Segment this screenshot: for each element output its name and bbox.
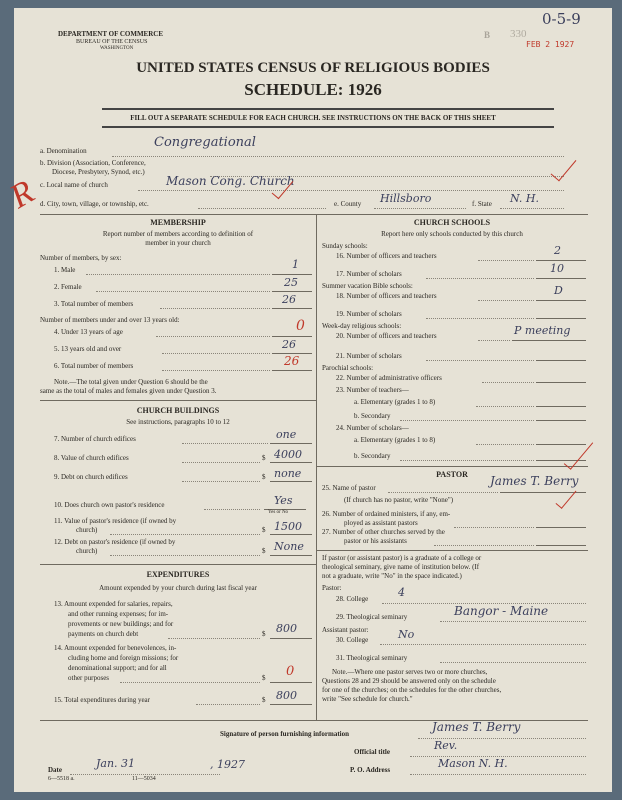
- denomination-label: a. Denomination: [40, 147, 87, 155]
- q28-value: 4: [398, 586, 405, 599]
- q28-label: 28. College: [336, 595, 369, 603]
- q15-value: 800: [276, 689, 297, 702]
- pastor-note-1: Note.—Where one pastor serves two or more churches,: [332, 668, 488, 676]
- local-name-value: Mason Cong. Church: [166, 174, 295, 188]
- q10-label: 10. Does church own pastor's residence: [54, 501, 165, 509]
- state-label: f. State: [472, 200, 492, 208]
- form-title: UNITED STATES CENSUS OF RELIGIOUS BODIES: [136, 60, 490, 76]
- corner-code: 0-5-9: [542, 10, 581, 28]
- assistant-pastor-subheading: Assistant pastor:: [322, 626, 369, 634]
- q4-label: 4. Under 13 years of age: [54, 328, 123, 336]
- form-instruction: FILL OUT A SEPARATE SCHEDULE FOR EACH CHURCH. SEE INSTRUCTIONS ON THE BACK OF THIS SHEET: [130, 114, 496, 122]
- q12-label-2: church): [76, 547, 98, 555]
- q7-label: 7. Number of church edifices: [54, 435, 136, 443]
- q1-value: 1: [292, 258, 299, 271]
- q30-label: 30. College: [336, 636, 369, 644]
- print-number: 11—5034: [132, 776, 156, 782]
- expenditures-sub: Amount expended by your church during last fiscal year: [99, 584, 257, 592]
- local-name-label: c. Local name of church: [40, 181, 108, 189]
- po-address-label: P. O. Address: [350, 766, 391, 774]
- q13-line-3: provements or new buildings; and for: [68, 620, 174, 628]
- q27-label-1: 27. Number of other churches served by the: [322, 528, 445, 536]
- q9-value: none: [274, 467, 302, 480]
- q5-value: 26: [282, 338, 296, 351]
- q16-value: 2: [554, 244, 561, 257]
- schools-title: CHURCH SCHOOLS: [413, 218, 491, 227]
- membership-sub-1: Report number of members according to definition of: [102, 230, 254, 238]
- date-label: Date: [48, 766, 62, 774]
- pastor-title: PASTOR: [436, 470, 468, 479]
- q10-value: Yes: [274, 494, 293, 507]
- stamp-letter: B: [484, 30, 491, 40]
- q23b-label: b. Secondary: [354, 412, 391, 420]
- q20-label: 20. Number of officers and teachers: [336, 332, 437, 340]
- q16-label: 16. Number of officers and teachers: [336, 252, 437, 260]
- q25-label: 25. Name of pastor: [322, 484, 376, 492]
- pastor-note-4: write "See schedule for church.": [322, 695, 413, 703]
- grad-note-1: If pastor (or assistant pastor) is a graduate of a college or: [322, 554, 482, 562]
- denomination-value: Congregational: [154, 135, 256, 150]
- q24b-label: b. Secondary: [354, 452, 391, 460]
- bureau-name: BUREAU OF THE CENSUS: [76, 39, 148, 45]
- buildings-sub: See instructions, paragraphs 10 to 12: [126, 418, 230, 426]
- department-name: DEPARTMENT OF COMMERCE: [58, 30, 164, 38]
- q31-label: 31. Theological seminary: [336, 654, 408, 662]
- signature-label: Signature of person furnishing information: [220, 730, 349, 738]
- red-check-mark: [551, 154, 577, 182]
- grad-note-2: theological seminary, give name of institution below. (If: [322, 563, 480, 571]
- division-label-2: Diocese, Presbytery, Synod, etc.): [52, 168, 145, 176]
- q29-value: Bangor - Maine: [454, 604, 549, 618]
- q29-label: 29. Theological seminary: [336, 613, 408, 621]
- po-address-value: Mason N. H.: [438, 757, 508, 770]
- sunday-schools-label: Sunday schools:: [322, 242, 368, 250]
- q8-value: 4000: [274, 448, 302, 461]
- q14-line-4: other purposes: [68, 674, 110, 682]
- q9-label: 9. Debt on church edifices: [54, 473, 128, 481]
- pastor-name-value: James T. Berry: [490, 474, 579, 488]
- city-name: WASHINGTON: [100, 46, 134, 51]
- schools-sub: Report here only schools conducted by this church: [381, 230, 523, 238]
- q14-value: 0: [286, 664, 295, 679]
- q14-line-3: denominational support; and for all: [68, 664, 167, 672]
- q26-label-1: 26. Number of ordained ministers, if any, em-: [322, 510, 451, 518]
- q27-label-2: pastor or his assistants: [344, 537, 407, 545]
- city-label: d. City, town, village, or township, etc.: [40, 200, 149, 208]
- q25-note: (If church has no pastor, write "None"): [344, 496, 454, 504]
- q15-label: 15. Total expenditures during year: [54, 696, 150, 704]
- date-value: Jan. 31: [96, 757, 136, 770]
- q19-label: 19. Number of scholars: [336, 310, 402, 318]
- q14-line-1: 14. Amount expended for benevolences, in-: [54, 644, 177, 652]
- q13-line-1: 13. Amount expended for salaries, repairs,: [54, 600, 173, 608]
- q4-value: 0: [296, 318, 305, 334]
- q17-label: 17. Number of scholars: [336, 270, 402, 278]
- q26-label-2: ployed as assistant pastors: [344, 519, 418, 527]
- q2-value: 25: [284, 276, 298, 289]
- q12-label-1: 12. Debt on pastor's residence (if owned by: [54, 538, 176, 546]
- q1-label: 1. Male: [54, 266, 76, 274]
- q30-value: No: [398, 628, 415, 641]
- q3-label: 3. Total number of members: [54, 300, 134, 308]
- census-schedule-sheet: 0-5-9 B 330 FEB 2 1927 DEPARTMENT OF COMMERCE BUREAU OF THE CENSUS WASHINGTON UNITED STATES CENSUS OF RELIGIOUS BODIES SCHEDULE: 1926 FILL OUT A SEPARATE SCHEDULE FOR EACH CHURCH. SEE INSTRUCTIONS ON THE BACK OF THIS SHEET a. Denomination Congregational b. Division (Association, Conference, Diocese, Presbytery, Synod, etc.) c. Local name of church Mason Cong. Church d. City, town, village, or township, etc. e. County Hillsboro f. State N. H. R MEMBERSHIP Report number of members according to definition of member in your church Number of members, by sex: 1. Male 1 2. Female 25 3. Total number of members 26 Number of members under and over 13 years old: 4. Under 13 years of age 0 5. 13 years old and over 26 6. Total number of members 26 Note.—The total given under Question 6 should be the same as the total of males and females given under Question 3. CHURCH BUILDINGS See instructions, paragraphs 10 to 12 7. Number of church edifices one 8. Value of church edifices $ 4000 9. Debt on church edifices $ none 10. Does church own pastor's residence Yes Yes or No 11. Value of pastor's residence (if owned by church) $ 1500 12. Debt on pastor's residence (if owned by church) $ None EXPENDITURES Amount expended by your church during last fiscal year 13. Amount expended for salaries, repairs, and other running expenses; for im- provements or new buildings; and for payments on church debt $ 800 14. Amount expended for benevolences, in- cluding home and foreign missions; for denominational support; and for all other purposes $ 0 15. Total expenditures during year $ 800 CHURCH SCHOOLS Report here only schools conducted by this church Sunday schools: 16. Number of officers and teachers 2 17. Number of scholars 10 Summer vacation Bible schools: 18. Number of officers and teachers D 19. Number of scholars Week-day religious schools: 20. Number of officers and teachers P meeting 21. Number of scholars Parochial schools: 22. Number of administrative officers 23. Number of teachers— a. Elementary (grades 1 to 8) b. Secondary 24. Number of scholars— a. Elementary (grades 1 to 8) b. Secondary PASTOR 25. Name of pastor James T. Berry (If church has no pastor, write "None") 26. Number of ordained ministers, if any, em- ployed as assistant pastors 27. Number of other churches served by the pastor or his assistants If pastor (or assistant pastor) is a graduate of a college or theological seminary, give name of institution below. (If not a graduate, write "No" in the space indicated.) Pastor: 28. College 4 29. Theological seminary Bangor - Maine Assistant pastor: 30. College No 31. Theological seminary Note.—Where one pastor serves two or more churches, Questions 28 and 29 should be answered only on the schedule for one of the churches; on the schedules for the other churches, write "See schedule for church." Signature of person furnishing information James T. Berry Official title Rev. Date Jan. 31 , 1927 P. O. Address Mason N. H. 6—5518 a. 11—5034: [14, 8, 612, 792]
- q5-label: 5. 13 years old and over: [54, 345, 122, 353]
- q24a-label: a. Elementary (grades 1 to 8): [354, 436, 436, 444]
- parochial-schools-label: Parochial schools:: [322, 364, 374, 372]
- form-subtitle: SCHEDULE: 1926: [244, 80, 382, 99]
- pastor-note-2: Questions 28 and 29 should be answered only on the schedule: [322, 677, 496, 685]
- official-title-value: Rev.: [434, 739, 458, 752]
- pastor-subheading: Pastor:: [322, 584, 342, 592]
- q23a-label: a. Elementary (grades 1 to 8): [354, 398, 436, 406]
- official-title-label: Official title: [354, 748, 390, 756]
- date-year: , 1927: [210, 758, 245, 771]
- yes-or-no-hint: Yes or No: [268, 510, 289, 515]
- q20-value: P meeting: [514, 324, 571, 337]
- membership-sub-2: member in your church: [145, 239, 211, 247]
- form-number: 6—5518 a.: [48, 776, 75, 782]
- q23-label: 23. Number of teachers—: [336, 386, 409, 394]
- signature-value: James T. Berry: [432, 720, 521, 734]
- q13-line-4: payments on church debt: [68, 630, 139, 638]
- state-value: N. H.: [510, 192, 540, 205]
- q13-line-2: and other running expenses; for im-: [68, 610, 169, 618]
- red-check-mark: [564, 437, 593, 470]
- q13-value: 800: [276, 622, 297, 635]
- buildings-title: CHURCH BUILDINGS: [136, 406, 220, 415]
- weekday-schools-label: Week-day religious schools:: [322, 322, 402, 330]
- q18-value: D: [554, 284, 563, 297]
- q17-value: 10: [550, 262, 564, 275]
- q11-label-1: 11. Value of pastor's residence (if owned by: [54, 517, 177, 525]
- membership-title: MEMBERSHIP: [150, 218, 206, 227]
- q6-label: 6. Total number of members: [54, 362, 134, 370]
- q22-label: 22. Number of administrative officers: [336, 374, 442, 382]
- summer-schools-label: Summer vacation Bible schools:: [322, 282, 413, 290]
- division-label-1: b. Division (Association, Conference,: [40, 159, 146, 167]
- red-annotation-letter: R: [3, 173, 41, 216]
- grad-note-3: not a graduate, write "No" in the space indicated.): [322, 572, 462, 580]
- q6-value: 26: [284, 354, 300, 368]
- q12-value: None: [274, 540, 304, 553]
- q18-label: 18. Number of officers and teachers: [336, 292, 437, 300]
- county-label: e. County: [334, 200, 362, 208]
- q14-line-2: cluding home and foreign missions; for: [68, 654, 179, 662]
- q7-value: one: [276, 428, 297, 441]
- received-stamp-date: FEB 2 1927: [526, 40, 575, 49]
- red-check-mark: [556, 486, 577, 509]
- q3-value: 26: [282, 293, 296, 306]
- q24-label: 24. Number of scholars—: [336, 424, 409, 432]
- q11-value: 1500: [274, 520, 302, 533]
- membership-note-1: Note.—The total given under Question 6 should be the: [54, 378, 208, 386]
- q8-label: 8. Value of church edifices: [54, 454, 129, 462]
- county-value: Hillsboro: [380, 192, 432, 205]
- age-label: Number of members under and over 13 years old:: [40, 316, 180, 324]
- stamp-code: 330: [510, 28, 527, 40]
- q21-label: 21. Number of scholars: [336, 352, 402, 360]
- pastor-note-3: for one of the churches; on the schedules for the other churches,: [322, 686, 502, 694]
- expenditures-title: EXPENDITURES: [146, 570, 210, 579]
- by-sex-label: Number of members, by sex:: [40, 254, 122, 262]
- q2-label: 2. Female: [54, 283, 82, 291]
- q11-label-2: church): [76, 526, 98, 534]
- membership-note-2: same as the total of males and females given under Question 3.: [40, 387, 217, 395]
